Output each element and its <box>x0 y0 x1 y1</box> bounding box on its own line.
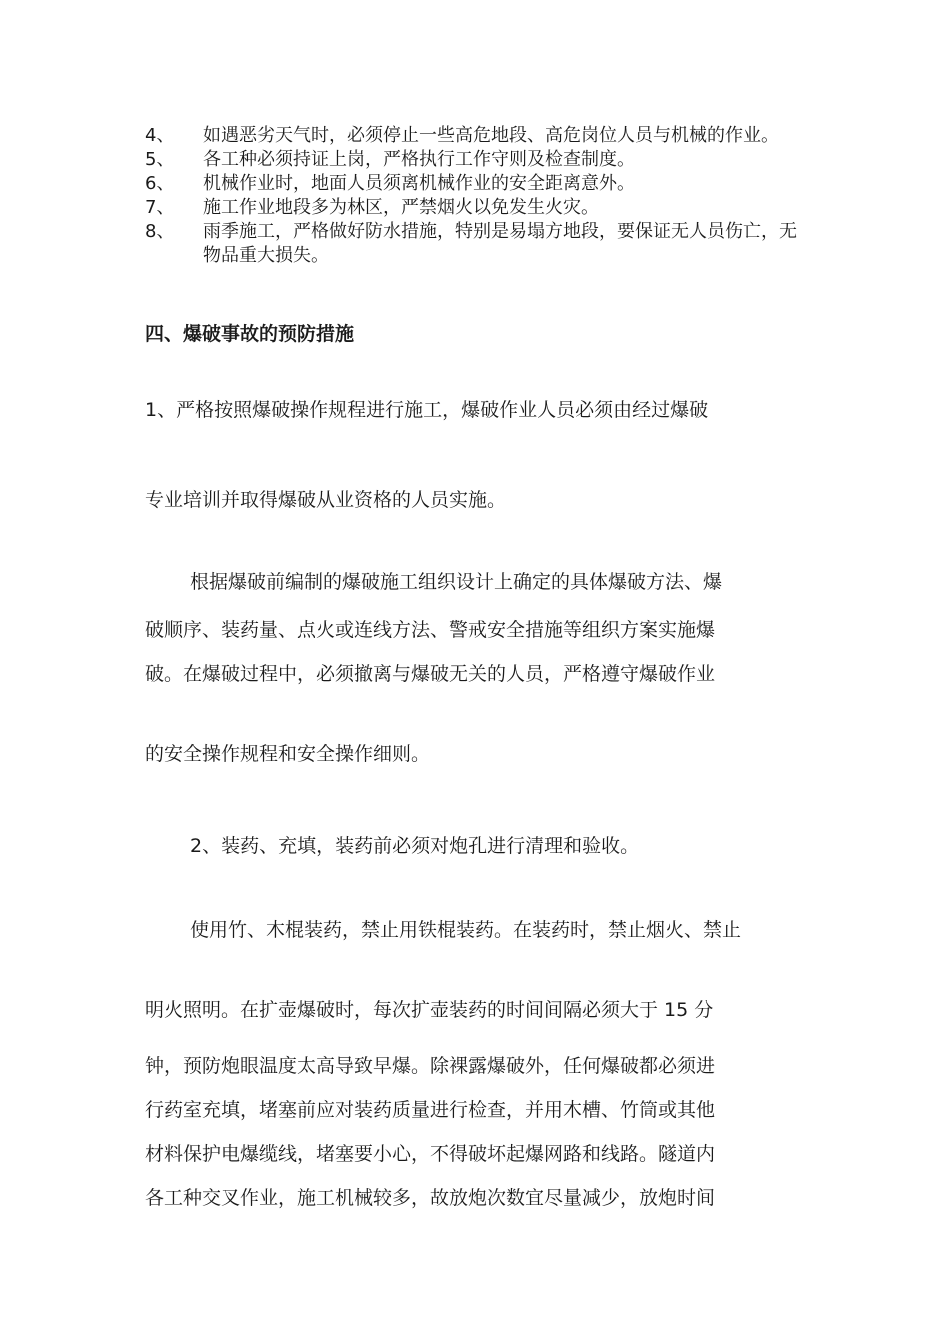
list-item <box>145 124 810 148</box>
list-item <box>145 148 810 172</box>
list-item-text: 施工作业地段多为林区，严禁烟火以免发生火灾。 <box>203 197 599 218</box>
paragraph-line: 行药室充填，堵塞前应对装药质量进行检查，并用木槽、竹筒或其他 <box>145 1099 716 1121</box>
list-item-text: 如遇恶劣天气时，必须停止一些高危地段、高危岗位人员与机械的作业。 <box>203 125 779 146</box>
list-item-text: 机械作业时，地面人员须离机械作业的安全距离意外。 <box>203 173 635 194</box>
list-item-text: 雨季施工，严格做好防水措施，特别是易塌方地段，要保证无人员伤亡，无物品重大损失。 <box>203 221 797 266</box>
paragraph-line: 破顺序、装药量、点火或连线方法、警戒安全措施等组织方案实施爆 <box>145 619 716 641</box>
paragraph-line: 明火照明。在扩壶爆破时，每次扩壶装药的时间间隔必须大于 15 分 <box>145 999 714 1021</box>
paragraph-line: 根据爆破前编制的爆破施工组织设计上确定的具体爆破方法、爆 <box>190 571 723 593</box>
paragraph-line: 的安全操作规程和安全操作细则。 <box>145 743 431 765</box>
paragraph-line: 专业培训并取得爆破从业资格的人员实施。 <box>145 489 507 511</box>
paragraph-line: 2、装药、充填，装药前必须对炮孔进行清理和验收。 <box>190 835 640 857</box>
paragraph-line: 各工种交叉作业，施工机械较多，故放炮次数宜尽量减少，放炮时间 <box>145 1187 716 1209</box>
list-item-number: 6、 <box>145 173 175 194</box>
paragraph-line: 材料保护电爆缆线，堵塞要小心，不得破坏起爆网路和线路。隧道内 <box>145 1143 716 1165</box>
paragraph-line: 使用竹、木棍装药，禁止用铁棍装药。在装药时，禁止烟火、禁止 <box>190 919 742 941</box>
list-item-number: 7、 <box>145 197 175 218</box>
paragraph-line: 1、严格按照爆破操作规程进行施工，爆破作业人员必须由经过爆破 <box>145 399 709 421</box>
list-item-text: 各工种必须持证上岗，严格执行工作守则及检查制度。 <box>203 149 635 170</box>
numbered-list <box>145 124 810 268</box>
paragraph-line: 钟，预防炮眼温度太高导致早爆。除裸露爆破外，任何爆破都必须进 <box>145 1055 716 1077</box>
section-heading: 四、爆破事故的预防措施 <box>145 323 355 345</box>
list-item <box>145 196 810 220</box>
paragraph-line: 破。在爆破过程中，必须撤离与爆破无关的人员，严格遵守爆破作业 <box>145 663 716 685</box>
list-item-number: 8、 <box>145 221 175 242</box>
list-item-number: 4、 <box>145 125 175 146</box>
list-item <box>145 172 810 196</box>
list-item-number: 5、 <box>145 149 175 170</box>
list-item <box>145 220 810 268</box>
